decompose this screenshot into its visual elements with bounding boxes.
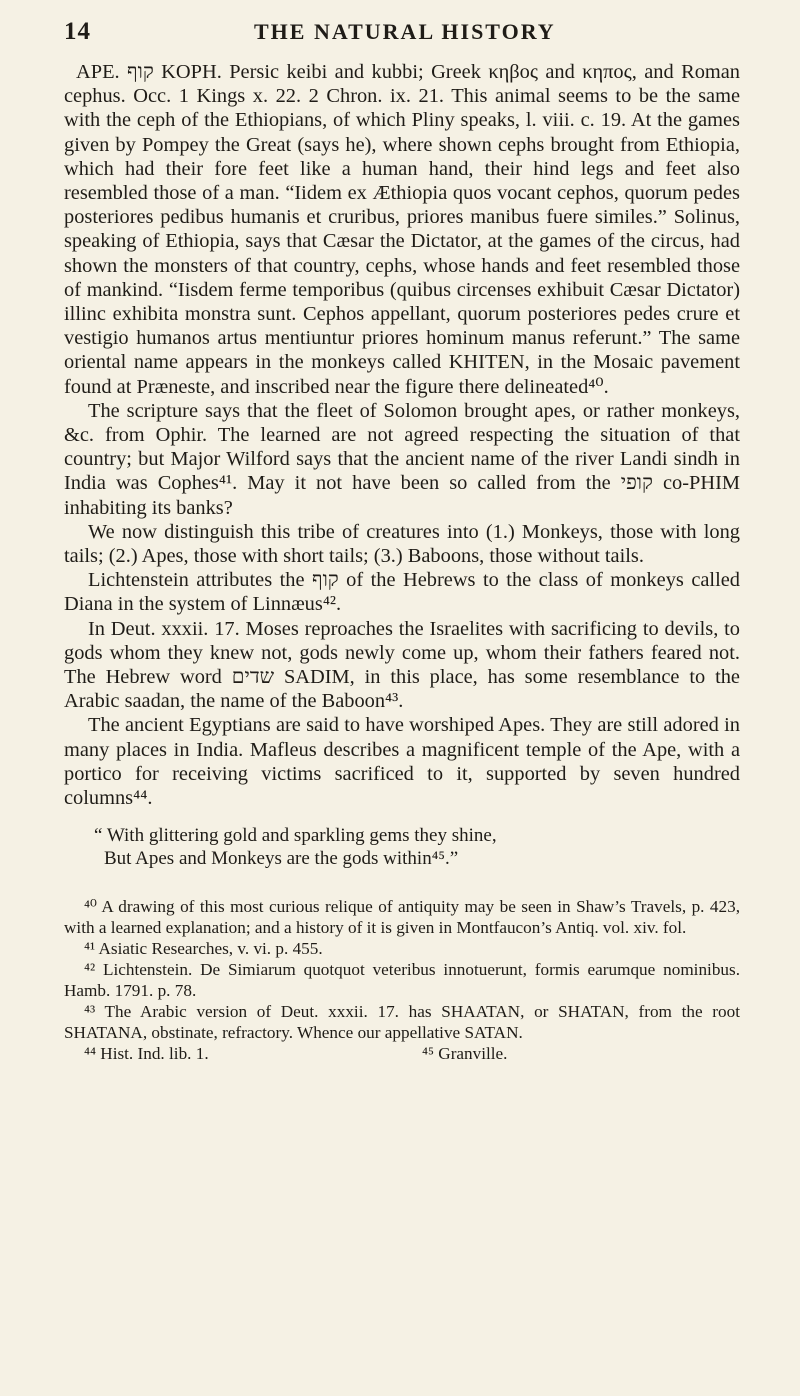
- verse-line-1: “ With glittering gold and sparkling gems they shine,: [94, 825, 497, 847]
- paragraph-deuteronomy: In Deut. xxxii. 17. Moses reproaches the Israelites with sacrificing to devils, to gods whom they knew not, gods newly come up, whom their fathers feared not. The Hebrew word שדים SADIM, in this place, has some resemblance to the Arabic saadan, the name of the Baboon⁴³.: [64, 617, 740, 713]
- footnote-45: ⁴⁵ Granville.: [422, 1044, 508, 1064]
- footnote-44: ⁴⁴ Hist. Ind. lib. 1.: [84, 1044, 209, 1064]
- footnote-41: ⁴¹ Asiatic Researches, v. vi. p. 455.: [84, 939, 323, 959]
- body-text: [64, 60, 740, 810]
- paragraph-lichtenstein: Lichtenstein attributes the קוף of the Hebrews to the class of monkeys called Diana in the system of Linnæus⁴².: [64, 569, 740, 616]
- footnote-row-44-45: [64, 1043, 740, 1064]
- paragraph-ophir: The scripture says that the fleet of Solomon brought apes, or rather monkeys, &c. from Ophir. The learned are not agreed respecting the situation of that country; but Major Wilford says that the ancient name of the river Landi sindh in India was Cophes⁴¹. May it not have been so called from the קופי co-PHIM inhabiting its banks?: [64, 399, 740, 519]
- running-head: THE NATURAL HISTORY: [254, 19, 556, 44]
- footnote-42: ⁴² Lichtenstein. De Simiarum quotquot veteribus innotuerunt, formis earumque nominibus. Hamb. 1791. p. 78.: [64, 960, 740, 1001]
- page-header: [64, 18, 740, 58]
- footnotes: [64, 896, 740, 1064]
- verse-quote: [94, 824, 740, 870]
- page-number: 14: [64, 18, 91, 45]
- paragraph-egyptians: The ancient Egyptians are said to have worshiped Apes. They are still adored in many places in India. Mafleus describes a magnificent temple of the Ape, with a portico for receiving victims sacrificed to it, supported by seven hundred columns⁴⁴.: [64, 714, 740, 810]
- footnote-40: ⁴⁰ A drawing of this most curious relique of antiquity may be seen in Shaw’s Travels, p. 423, with a learned explanation; and a history of it is given in Montfaucon’s Antiq. vol. xiv. fol.: [64, 897, 740, 938]
- paragraph-ape: APE. קוף KOPH. Persic keibi and kubbi; Greek κηβος and κηπος, and Roman cephus. Occ. 1 Kings x. 22. 2 Chron. ix. 21. This animal seems to be the same with the ceph of the Ethiopians, of which Pliny speaks, l. viii. c. 19. At the games given by Pompey the Great (says he), where shown cephs brought from Ethiopia, which had their fore feet like a human hand, their hind legs and feet also resembled those of a man. “Iidem ex Æthiopia quos vocant cephos, quorum pedes posteriores pedibus humanis et cruribus, priores manibus fuere similes.” Solinus, speaking of Ethiopia, says that Cæsar the Dictator, at the games of the circus, had shown the monsters of that country, cephs, whose hands and feet resembled those of mankind. “Iisdem ferme temporibus (quibus circenses exhibuit Cæsar Dictator) illinc exhibita monstra sunt. Cephos appellant, quorum posteriores pedes crure et vestigio humanos artus mentiuntur priores hominum manus referunt.” The same oriental name appears in the monkeys called KHITEN, in the Mosaic pavement found at Præneste, and inscribed near the figure there delineated⁴⁰.: [64, 61, 740, 398]
- paragraph-classification: We now distinguish this tribe of creatures into (1.) Monkeys, those with long tails; (2.) Apes, those with short tails; (3.) Baboons, those without tails.: [64, 520, 740, 568]
- verse-line-2: But Apes and Monkeys are the gods within⁴⁵.”: [104, 848, 459, 870]
- footnote-43: ⁴³ The Arabic version of Deut. xxxii. 17. has SHAATAN, or SHATAN, from the root SHATANA, obstinate, refractory. Whence our appellative SATAN.: [64, 1002, 740, 1043]
